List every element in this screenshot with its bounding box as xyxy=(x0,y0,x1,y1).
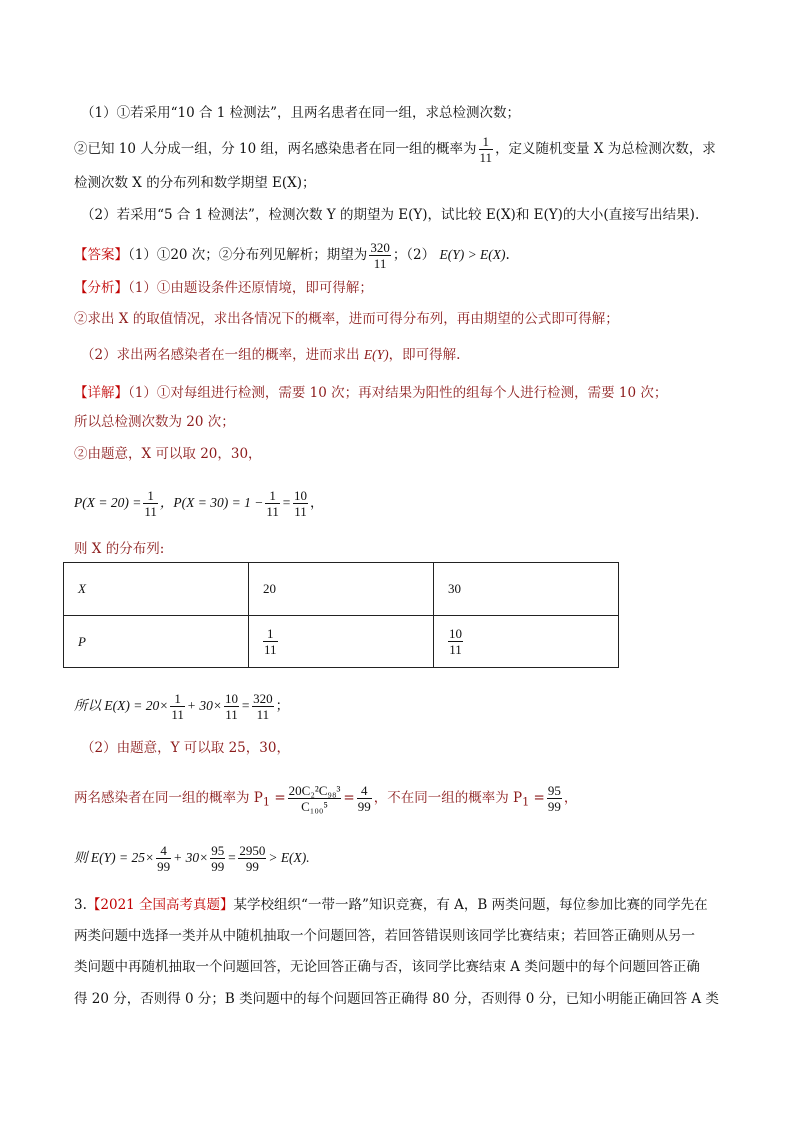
fraction: $\frac{320}{11}$ xyxy=(253,691,273,722)
probability-formula xyxy=(74,488,323,519)
text: = xyxy=(533,790,545,806)
text: ， xyxy=(563,790,578,806)
text: ；（2） xyxy=(392,247,436,263)
text: = xyxy=(343,790,355,806)
subscript: 1 xyxy=(522,795,530,809)
table-cell xyxy=(249,616,434,668)
table-cell: X xyxy=(64,563,249,616)
fraction: $\frac{10}{11}$ xyxy=(449,626,462,657)
fraction: $\frac{95}{99}$ xyxy=(547,783,561,814)
distribution-label: 则 X 的分布列: xyxy=(74,541,165,557)
next-question-line-4: 得 20 分，否则得 0 分；B 类问题中的每个问题回答正确得 80 分，否则得 0 分，已知小明能正确回答 A 类 xyxy=(74,991,719,1007)
fraction: $\frac{95}{99}$ xyxy=(211,843,225,874)
table-cell: P xyxy=(64,616,249,668)
table-row xyxy=(64,563,619,616)
question-part2: （2）若采用“5 合 1 检测法”，检测次数 Y 的期望为 E(Y)，试比较 E(X)和 E(Y)的大小(直接写出结果). xyxy=(81,207,700,223)
text: （2）求出两名感染者在一组的概率，进而求出 xyxy=(81,347,360,363)
text: = xyxy=(274,790,286,806)
fraction: $\frac{1}{11}$ xyxy=(144,488,157,519)
question-part1-3: 检测次数 X 的分布列和数学期望 E(X)； xyxy=(74,175,316,191)
detail-tag: 【详解】 xyxy=(74,385,128,401)
fraction-combination: $\frac{\text{20C₂²C₉₈³}}{\text{C₁₀₀⁵}}$ xyxy=(288,783,341,814)
detail-line-3: ②由题意，X 可以取 20，30， xyxy=(74,446,262,462)
math: ，P(X = 30) = 1 − xyxy=(159,495,264,510)
source-tag: 【2021 全国高考真题】 xyxy=(86,897,234,913)
analysis-line-3 xyxy=(81,345,460,365)
text: （1）①20 次；②分布列见解析；期望为 xyxy=(128,247,368,263)
analysis-line-2: ②求出 X 的取值情况，求出各情况下的概率，进而可得分布列，再由期望的公式即可得解； xyxy=(74,311,619,327)
text: 某学校组织“一带一路”知识竞赛，有 A，B 两类问题，每位参加比赛的同学先在 xyxy=(233,897,708,913)
next-question-line-2: 两类问题中选择一类并从中随机抽取一个问题回答，若回答错误则该同学比赛结束；若回答正确则从另一 xyxy=(74,928,695,944)
expectation-y xyxy=(74,843,310,874)
table-cell xyxy=(434,616,619,668)
text: ，即可得解. xyxy=(388,347,461,363)
text: 两名感染者在同一组的概率为 P xyxy=(74,790,263,806)
math: 所以 E(X) = 20× xyxy=(74,698,169,713)
math: + 30× xyxy=(173,850,209,865)
table-row xyxy=(64,616,619,668)
math: + 30× xyxy=(186,698,222,713)
math: = xyxy=(240,698,251,713)
fraction: $\frac{10}{11}$ xyxy=(224,691,238,722)
text: （1）①由题设条件还原情境，即可得解； xyxy=(128,280,373,296)
answer-tag: 【答案】 xyxy=(74,247,128,263)
detail-line-2: 所以总检测次数为 20 次； xyxy=(74,414,235,430)
distribution-table xyxy=(63,562,619,668)
question-part1: （1）①若采用“10 合 1 检测法”，且两名患者在同一组，求总检测次数； xyxy=(81,105,521,121)
table-cell: 30 xyxy=(434,563,619,616)
table-cell: 20 xyxy=(249,563,434,616)
math: P(X = 20) = xyxy=(74,495,142,510)
expectation-x xyxy=(74,691,289,722)
question-part1-2 xyxy=(74,134,716,165)
fraction-320-11: $\frac{320}{11}$ xyxy=(370,240,390,271)
probability-p1 xyxy=(74,783,577,814)
fraction: $\frac{10}{11}$ xyxy=(293,488,307,519)
text: . xyxy=(505,247,510,263)
detail-y-line: （2）由题意，Y 可以取 25，30， xyxy=(81,740,290,756)
math: > E(X). xyxy=(268,850,310,865)
fraction: $\frac{2950}{99}$ xyxy=(239,843,266,874)
question-number: 3. xyxy=(74,897,87,913)
text: ，定义随机变量 X 为总检测次数，求 xyxy=(495,141,716,157)
fraction: $\frac{4}{99}$ xyxy=(357,783,371,814)
text: （1）①对每组进行检测，需要 10 次；再对结果为阳性的组每个人进行检测，需要 10 次； xyxy=(128,385,668,401)
answer-line xyxy=(74,240,510,271)
fraction: $\frac{1}{11}$ xyxy=(171,691,184,722)
analysis-tag: 【分析】 xyxy=(74,280,128,296)
text: ②已知 10 人分成一组，分 10 组，两名感染患者在同一组的概率为 xyxy=(74,141,477,157)
text: ， xyxy=(309,495,324,511)
analysis-line-1 xyxy=(74,278,373,298)
math: E(Y) xyxy=(363,347,389,362)
math: 则 E(Y) = 25× xyxy=(74,850,155,865)
next-question-line-1 xyxy=(74,895,708,915)
fraction: $\frac{1}{11}$ xyxy=(266,488,279,519)
math: E(Y) > E(X) xyxy=(439,247,506,262)
detail-line-1 xyxy=(74,383,667,403)
next-question-line-3: 类问题中再随机抽取一个问题回答，无论回答正确与否，该同学比赛结束 A 类问题中的每个问题回答正确 xyxy=(74,959,700,975)
subscript: 1 xyxy=(262,795,271,809)
text: ； xyxy=(275,698,290,714)
fraction: $\frac{4}{99}$ xyxy=(157,843,171,874)
text: ，不在同一组的概率为 P xyxy=(373,790,523,806)
fraction: $\frac{1}{11}$ xyxy=(264,626,277,657)
math: = xyxy=(227,850,237,865)
fraction-1-11: $\frac{1}{11}$ xyxy=(479,134,493,165)
math: = xyxy=(281,495,291,510)
